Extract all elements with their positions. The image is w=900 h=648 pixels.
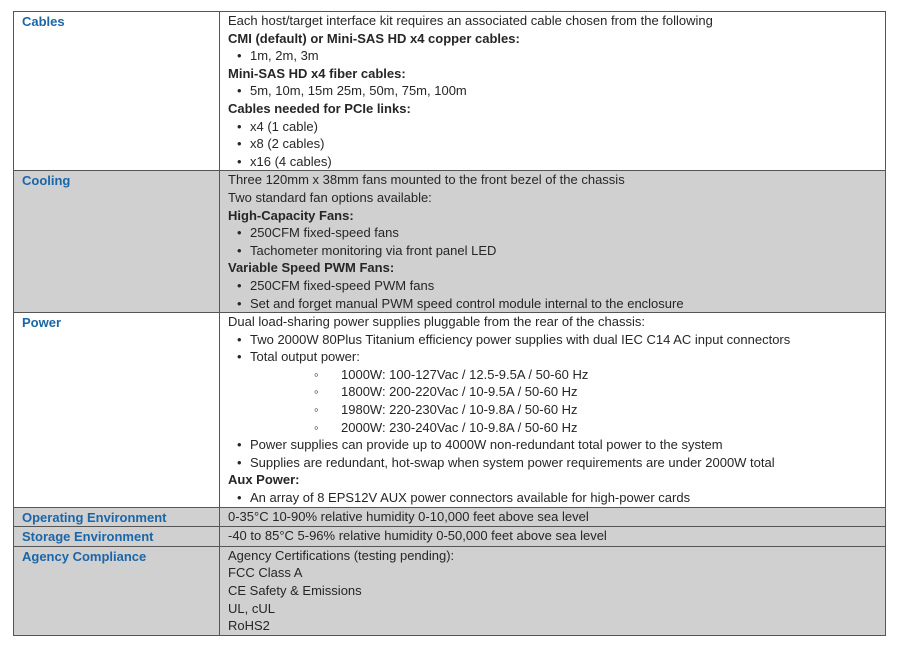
spec-text: Agency Certifications (testing pending): — [228, 547, 455, 563]
sub-heading — [228, 471, 881, 489]
spec-text: Three 120mm x 38mm fans mounted to the front bezel of the chassis — [228, 172, 625, 188]
bullet-dot-icon: • — [237, 437, 242, 453]
bullet-text: x4 (1 cable) — [250, 118, 318, 134]
bullet-dot-icon: • — [237, 295, 242, 311]
bullet-text: 5m, 10m, 15m 25m, 50m, 75m, 100m — [250, 83, 467, 99]
sub-heading-text: CMI (default) or Mini-SAS HD x4 copper cables: — [228, 30, 520, 46]
bullet-item — [228, 489, 881, 507]
row-label: Power — [14, 313, 220, 508]
bullet-item — [228, 277, 881, 295]
spec-line — [228, 564, 881, 582]
bullet-item — [228, 118, 881, 136]
bullet-dot-icon: • — [237, 490, 242, 506]
row-power — [14, 313, 886, 508]
bullet-dot-icon: • — [237, 153, 242, 169]
bullet-dot-icon: • — [237, 242, 242, 258]
row-label: Cables — [14, 12, 220, 171]
circle-bullet-icon: ◦ — [314, 384, 319, 400]
bullet-item — [228, 331, 881, 349]
circle-bullet-icon: ◦ — [314, 366, 319, 382]
bullet-text: x8 (2 cables) — [250, 136, 325, 152]
spec-text: RoHS2 — [228, 618, 270, 634]
spec-line — [228, 508, 881, 526]
bullet-text: Two 2000W 80Plus Titanium efficiency power supplies with dual IEC C14 AC input connectors — [250, 331, 791, 347]
bullet-item — [228, 436, 881, 454]
bullet-text: Supplies are redundant, hot-swap when system power requirements are under 2000W total — [250, 454, 775, 470]
row-storage-environment — [14, 527, 886, 547]
row-label: Storage Environment — [14, 527, 220, 547]
row-operating-environment — [14, 507, 886, 527]
row-agency-compliance — [14, 546, 886, 635]
sub-bullet-text: 2000W: 230-240Vac / 10-9.8A / 50-60 Hz — [341, 419, 578, 435]
circle-bullet-icon: ◦ — [314, 402, 319, 418]
bullet-dot-icon: • — [237, 454, 242, 470]
sub-bullet-item — [228, 383, 881, 401]
row-cables — [14, 12, 886, 171]
bullet-dot-icon: • — [237, 225, 242, 241]
spec-line — [228, 189, 881, 207]
bullet-text: Total output power: — [250, 349, 360, 365]
bullet-text: x16 (4 cables) — [250, 153, 332, 169]
row-value — [220, 313, 886, 508]
bullet-text: Power supplies can provide up to 4000W non-redundant total power to the system — [250, 437, 723, 453]
sub-heading-text: Cables needed for PCIe links: — [228, 100, 411, 116]
bullet-text: 250CFM fixed-speed PWM fans — [250, 277, 435, 293]
bullet-text: 250CFM fixed-speed fans — [250, 225, 399, 241]
bullet-text: Set and forget manual PWM speed control module internal to the enclosure — [250, 295, 684, 311]
bullet-item — [228, 454, 881, 472]
row-label: Agency Compliance — [14, 546, 220, 635]
sub-bullet-item — [228, 366, 881, 384]
spec-line — [228, 313, 881, 331]
bullet-dot-icon: • — [237, 118, 242, 134]
spec-line — [228, 527, 881, 545]
sub-bullet-text: 1800W: 200-220Vac / 10-9.5A / 50-60 Hz — [341, 384, 578, 400]
bullet-item — [228, 82, 881, 100]
bullet-text: An array of 8 EPS12V AUX power connectors available for high-power cards — [250, 490, 691, 506]
row-value — [220, 507, 886, 527]
sub-bullet-text: 1980W: 220-230Vac / 10-9.8A / 50-60 Hz — [341, 402, 578, 418]
bullet-item — [228, 242, 881, 260]
bullet-dot-icon: • — [237, 349, 242, 365]
spec-line — [228, 582, 881, 600]
row-value — [220, 527, 886, 547]
spec-table — [13, 11, 886, 636]
spec-line — [228, 600, 881, 618]
spec-text: Each host/target interface kit requires an associated cable chosen from the following — [228, 13, 713, 28]
row-label: Cooling — [14, 171, 220, 313]
bullet-dot-icon: • — [237, 136, 242, 152]
spec-line — [228, 171, 881, 189]
spec-text: FCC Class A — [228, 565, 303, 581]
sub-heading-text: Variable Speed PWM Fans: — [228, 260, 395, 276]
bullet-dot-icon: • — [237, 277, 242, 293]
bullet-item — [228, 295, 881, 313]
sub-heading — [228, 207, 881, 225]
row-value — [220, 171, 886, 313]
bullet-item — [228, 224, 881, 242]
spec-text: -40 to 85°C 5-96% relative humidity 0-50,000 feet above sea level — [228, 528, 607, 544]
circle-bullet-icon: ◦ — [314, 419, 319, 435]
spec-text: CE Safety & Emissions — [228, 583, 362, 598]
sub-heading-text: Mini-SAS HD x4 fiber cables: — [228, 65, 406, 81]
sub-heading-text: High-Capacity Fans: — [228, 207, 354, 223]
spec-line — [228, 617, 881, 635]
bullet-dot-icon: • — [237, 331, 242, 347]
row-value — [220, 546, 886, 635]
spec-text: Two standard fan options available: — [228, 189, 432, 205]
row-value — [220, 12, 886, 171]
spec-text: UL, cUL — [228, 600, 275, 616]
sub-bullet-text: 1000W: 100-127Vac / 12.5-9.5A / 50-60 Hz — [341, 366, 589, 382]
bullet-item — [228, 153, 881, 171]
bullet-text: Tachometer monitoring via front panel LED — [250, 242, 497, 258]
bullet-item — [228, 135, 881, 153]
bullet-text: 1m, 2m, 3m — [250, 48, 319, 64]
sub-heading — [228, 65, 881, 83]
bullet-dot-icon: • — [237, 48, 242, 64]
bullet-item — [228, 348, 881, 366]
sub-heading — [228, 259, 881, 277]
spec-text: Dual load-sharing power supplies pluggable from the rear of the chassis: — [228, 314, 645, 330]
row-label: Operating Environment — [14, 507, 220, 527]
sub-bullet-item — [228, 419, 881, 437]
spec-text: 0-35°C 10-90% relative humidity 0-10,000 feet above sea level — [228, 508, 589, 524]
sub-heading — [228, 30, 881, 48]
spec-line — [228, 12, 881, 30]
sub-bullet-item — [228, 401, 881, 419]
bullet-item — [228, 47, 881, 65]
sub-heading — [228, 100, 881, 118]
row-cooling — [14, 171, 886, 313]
bullet-dot-icon: • — [237, 83, 242, 99]
spec-line — [228, 547, 881, 565]
sub-heading-text: Aux Power: — [228, 472, 300, 488]
